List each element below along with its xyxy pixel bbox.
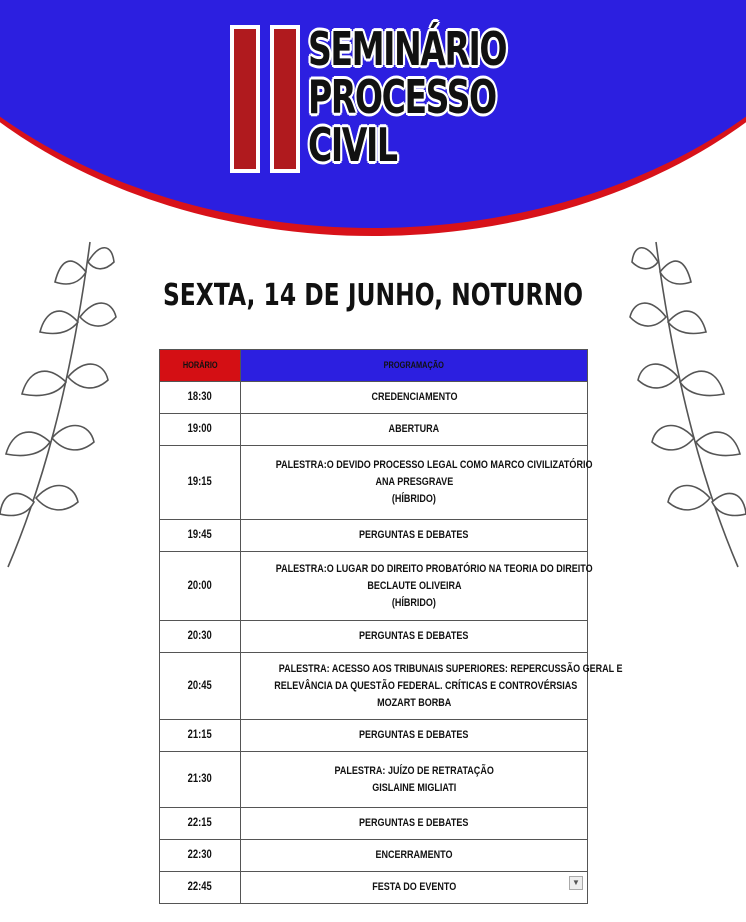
row-program: FESTA DO EVENTO ▼ [241,872,588,904]
title-line-1: SEMINÁRIO [308,22,507,76]
row-program: PALESTRA: ACESSO AOS TRIBUNAIS SUPERIORES: REPERCUSSÃO GERAL E RELEVÂNCIA DA QUESTÃO FEDERAL. CRÍTICAS E CONTROVÉRSIAS MOZART BORBA [241,653,588,720]
header-time: HORÁRIO [160,350,241,382]
row-time: 22:45 [160,872,241,904]
title-line-3: CIVIL [308,118,397,172]
table-row [160,520,588,552]
row-program: ABERTURA [241,414,588,446]
row-time: 22:30 [160,840,241,872]
row-program: CREDENCIAMENTO [241,382,588,414]
table-row [160,414,588,446]
event-title [308,22,583,180]
roman-numeral-logo [230,25,300,173]
table-row [160,752,588,808]
row-program: PALESTRA:O DEVIDO PROCESSO LEGAL COMO MARCO CIVILIZATÓRIO ANA PRESGRAVE (HÍBRIDO) [241,446,588,520]
roman-bar-2 [270,25,300,173]
row-time: 19:00 [160,414,241,446]
row-time: 20:00 [160,552,241,621]
row-time: 20:45 [160,653,241,720]
table-row [160,653,588,720]
row-program: PALESTRA: JUÍZO DE RETRATAÇÃO GISLAINE MIGLIATI [241,752,588,808]
table-row [160,382,588,414]
header-program: PROGRAMAÇÃO [241,350,588,382]
table-row [160,872,588,904]
row-time: 21:30 [160,752,241,808]
row-program: PERGUNTAS E DEBATES [241,520,588,552]
table-row [160,840,588,872]
row-program: PALESTRA:O LUGAR DO DIREITO PROBATÓRIO NA TEORIA DO DIREITO BECLAUTE OLIVEIRA (HÍBRIDO) [241,552,588,621]
row-time: 19:15 [160,446,241,520]
row-time: 20:30 [160,621,241,653]
session-subtitle: SEXTA, 14 DE JUNHO, NOTURNO [162,278,584,313]
row-program: ENCERRAMENTO [241,840,588,872]
table-row [160,552,588,621]
chevron-down-icon[interactable]: ▼ [569,876,583,890]
table-row [160,720,588,752]
row-time: 19:45 [160,520,241,552]
table-header-row [160,350,588,382]
row-program: PERGUNTAS E DEBATES [241,720,588,752]
schedule-table [159,349,623,904]
table-row [160,808,588,840]
roman-bar-1 [230,25,260,173]
row-program: PERGUNTAS E DEBATES [241,808,588,840]
row-program: PERGUNTAS E DEBATES [241,621,588,653]
row-time: 22:15 [160,808,241,840]
row-time: 18:30 [160,382,241,414]
table-row [160,446,588,520]
table-row [160,621,588,653]
title-line-2: PROCESSO [308,70,496,124]
row-time: 21:15 [160,720,241,752]
event-logo [230,22,520,180]
